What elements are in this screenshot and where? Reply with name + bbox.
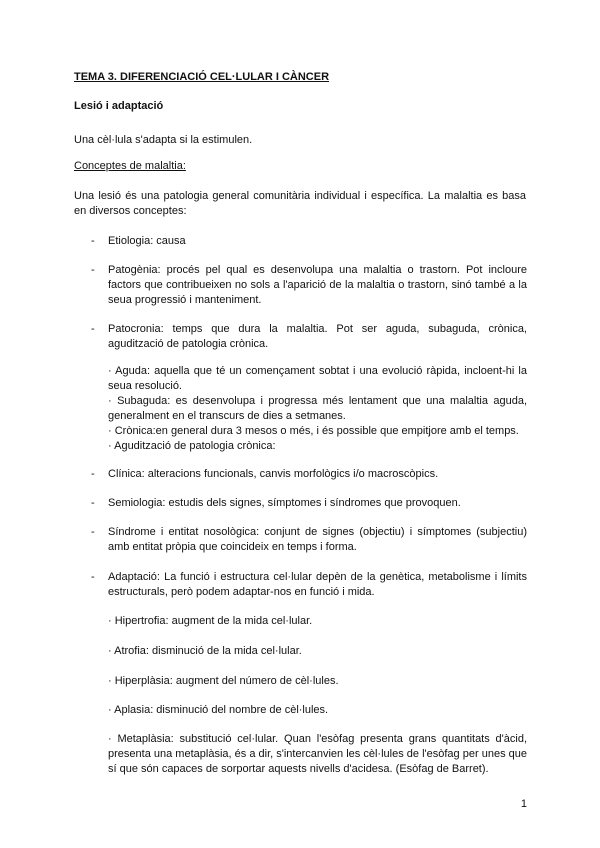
- list-item-text: Patogènia: procés pel qual es desenvolupa una malaltia o trastorn. Pot incloure factors que contribueixen no sols a l'aparició de la malaltia o trastorn, sinó també a la seua progressió i manteniment.: [108, 264, 527, 306]
- adaptacio-sub-hiperplasia: · Hiperplàsia: augment del número de cèl·lules.: [108, 675, 339, 687]
- list-item-text: Semiologia: estudis dels signes, símptomes i síndromes que provoquen.: [108, 497, 461, 509]
- document-title: TEMA 3. DIFERENCIACIÓ CEL·LULAR I CÀNCER: [74, 71, 330, 83]
- list-item-text: Clínica: alteracions funcionals, canvis morfològics i/o macroscòpics.: [108, 468, 439, 480]
- list-item-patocronia: [91, 322, 527, 352]
- list-dash: -: [91, 526, 95, 538]
- adaptacio-sub-aplasia: · Aplasia: disminució del nombre de cèl·lules.: [108, 704, 329, 716]
- list-dash: -: [91, 571, 95, 583]
- adaptacio-sub-atrofia: · Atrofia: disminució de la mida cel·lular.: [108, 645, 302, 657]
- adaptacio-sub-hipertrofia: · Hipertrofia: augment de la mida cel·lular.: [108, 615, 313, 627]
- list-item-adaptacio: [91, 570, 527, 600]
- list-item-etiologia: [91, 234, 527, 249]
- sub-item-cronica: · Crònica:en general dura 3 mesos o més, i és possible que empitjore amb el temps.: [108, 425, 519, 437]
- list-dash: -: [91, 468, 95, 480]
- list-dash: -: [91, 497, 95, 509]
- list-dash: -: [91, 264, 95, 276]
- list-item-patogenia: [91, 263, 527, 308]
- list-item-clinica: [91, 467, 527, 482]
- list-item-text: Adaptació: La funció i estructura cel·lular depèn de la genètica, metabolisme i límits estructurals, però podem adaptar-nos en funció i mida.: [108, 571, 527, 598]
- sub-item-subaguda: · Subaguda: es desenvolupa i progressa més lentament que una malaltia aguda, generalment en el transcurs de dies a setmanes.: [108, 395, 527, 422]
- list-item-text: Etiologia: causa: [108, 235, 186, 247]
- adaptacio-sub-metaplasia: · Metaplàsia: substitució cel·lular. Quan l'esòfag presenta grans quantitats d'àcid, presenta una metaplàsia, és a dir, s'intercanvien les cèl·lules de l'esòfag per unes que sí que són capaces de sorportar aquests nivells d'acidesa. (Esòfag de Barret).: [108, 733, 527, 775]
- page-number: 1: [520, 798, 527, 810]
- sub-item-aguditzacio: · Agudització de patologia crònica:: [108, 440, 276, 452]
- concepts-paragraph: Una lesió és una patologia general comunitària individual i específica. La malaltia es basa en diversos conceptes:: [74, 190, 526, 217]
- concepts-heading: Conceptes de malaltia:: [74, 160, 186, 172]
- list-dash: -: [91, 323, 95, 335]
- sub-item-aguda: · Aguda: aquella que té un començament sobtat i una evolució ràpida, incloent-hi la seua resolució.: [108, 365, 527, 392]
- list-dash: -: [91, 235, 95, 247]
- list-item-semiologia: [91, 496, 527, 511]
- list-item-sindrome: [91, 525, 527, 555]
- section-heading: Lesió i adaptació: [74, 100, 164, 112]
- patocronia-sublist: [108, 364, 527, 454]
- list-item-text: Síndrome i entitat nosològica: conjunt de signes (objectiu) i símptomes (subjectiu) amb entitat pròpia que coincideix en temps i forma.: [108, 526, 527, 553]
- intro-text: Una cèl·lula s'adapta si la estimulen.: [74, 134, 253, 146]
- list-item-text: Patocronia: temps que dura la malaltia. Pot ser aguda, subaguda, crònica, agudització de patologia crònica.: [108, 323, 527, 350]
